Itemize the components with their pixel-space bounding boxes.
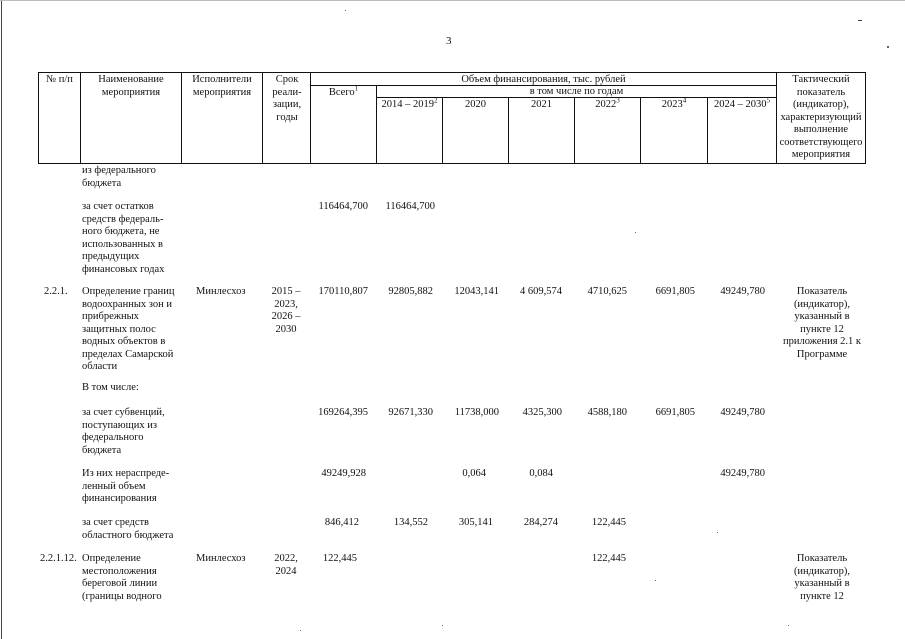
- col-border: [181, 72, 182, 164]
- row-name: из федерального бюджета: [82, 165, 156, 189]
- row-name: Определение местоположения береговой линии (границы водного: [82, 553, 162, 602]
- cell-total: 116464,700: [318, 201, 368, 212]
- col-border: [262, 72, 263, 164]
- row-number: 2.2.1.12.: [40, 553, 77, 564]
- page-top-edge: [0, 0, 905, 1]
- header-funding-title: Объем финансирования, тыс. рублей: [461, 74, 626, 85]
- row-executor: Минлесхоз: [196, 286, 246, 297]
- header-name: Наименование мероприятия: [98, 74, 164, 98]
- cell-2020: 12043,141: [454, 286, 499, 297]
- row-term: 2015 – 2023, 2026 – 2030: [271, 286, 301, 335]
- cell-2014-2019: 116464,700: [385, 201, 435, 212]
- cell-total: 846,412: [324, 517, 359, 528]
- cell-total: 169264,395: [318, 407, 368, 418]
- header-year-2022-label: 2022: [595, 99, 617, 110]
- footnote-mark: 5: [766, 96, 770, 105]
- header-year-2014: [377, 96, 442, 112]
- header-year-2024-label: 2024 – 2030: [714, 99, 767, 110]
- scan-speck: [858, 20, 862, 21]
- cell-2024-2030: 49249,780: [720, 407, 765, 418]
- header-year-2022: [575, 96, 640, 112]
- cell-2024-2030: 49249,780: [720, 286, 765, 297]
- header-num: № п/п: [46, 74, 73, 85]
- cell-2014-2019: 134,552: [393, 517, 428, 528]
- cell-2023: 6691,805: [655, 407, 695, 418]
- header-executor: Исполнители мероприятия: [192, 74, 252, 98]
- cell-2022: 4710,625: [587, 286, 627, 297]
- header-top-border: [38, 72, 866, 73]
- cell-2014-2019: 92671,330: [388, 407, 433, 418]
- header-bottom-border: [38, 163, 866, 164]
- header-by-years: в том числе по годам: [529, 86, 624, 97]
- header-year-2020: 2020: [465, 99, 486, 110]
- cell-2020: 11738,000: [454, 407, 499, 418]
- footnote-mark: 3: [616, 96, 620, 105]
- cell-2014-2019: 92805,882: [388, 286, 433, 297]
- cell-2023: 6691,805: [655, 286, 695, 297]
- header-term: Срок реали-зации, годы: [272, 74, 302, 123]
- header-year-2024: [708, 96, 776, 112]
- page-edge: [1, 0, 2, 639]
- row-indicator: Показатель (индикатор), указанный в пункте 12 приложения 2.1 к Программе: [782, 286, 862, 360]
- cell-2021: 0,084: [529, 468, 553, 479]
- col-border: [80, 72, 81, 164]
- header-year-2021: 2021: [531, 99, 552, 110]
- row-name: В том числе:: [82, 382, 139, 393]
- cell-total: 122,445: [322, 553, 357, 564]
- row-name: Из них нераспреде-ленный объем финансирования: [82, 468, 170, 504]
- footnote-mark: 2: [434, 96, 438, 105]
- cell-total: 170110,807: [318, 286, 368, 297]
- cell-2021: 4325,300: [522, 407, 562, 418]
- cell-2022: 122,445: [591, 553, 626, 564]
- row-name: за счет средств областного бюджета: [82, 517, 174, 541]
- scan-speck: [300, 630, 301, 631]
- header-indicator: Тактический показатель (индикатор), характеризующий выполнение соответствующего мероприятия: [779, 74, 863, 160]
- row-name: Определение границ водоохранных зон и прибрежных защитных полос водных объектов в пределах Самарской области: [82, 286, 175, 372]
- cell-2020: 0,064: [462, 468, 486, 479]
- header-year-2023: [641, 96, 707, 112]
- scan-speck: [345, 10, 346, 11]
- footnote-mark: 1: [354, 84, 359, 93]
- scan-speck: [635, 232, 636, 233]
- cell-2020: 305,141: [458, 517, 493, 528]
- row-name: за счет остатков средств федераль-ного бюджета, не использованных в предыдущих финансовых годах: [82, 201, 165, 275]
- col-border: [865, 72, 866, 164]
- cell-2021: 4 609,574: [520, 286, 562, 297]
- footnote-mark: 4: [682, 96, 687, 105]
- row-term: 2022, 2024: [274, 553, 298, 577]
- cell-2022: 4588,180: [587, 407, 627, 418]
- scan-speck: [442, 625, 443, 626]
- row-indicator: Показатель (индикатор), указанный в пункте 12: [793, 553, 851, 602]
- header-year-2014-label: 2014 – 2019: [381, 99, 434, 110]
- scan-speck: [717, 532, 718, 533]
- cell-total: 49249,928: [321, 468, 366, 479]
- header-total: [311, 84, 376, 100]
- cell-2022: 122,445: [591, 517, 626, 528]
- row-number: 2.2.1.: [44, 286, 68, 297]
- row-name: за счет субвенций, поступающих из федерального бюджета: [82, 407, 165, 456]
- row-executor: Минлесхоз: [196, 553, 246, 564]
- cell-2021: 284,274: [523, 517, 558, 528]
- header-year-2023-label: 2023: [661, 99, 683, 110]
- cell-2024-2030: 49249,780: [720, 468, 765, 479]
- page-number: 3: [446, 35, 452, 47]
- header-total-label: Всего: [328, 87, 355, 98]
- scan-speck: [887, 46, 889, 48]
- scan-speck: [788, 625, 789, 626]
- scan-speck: [655, 580, 656, 581]
